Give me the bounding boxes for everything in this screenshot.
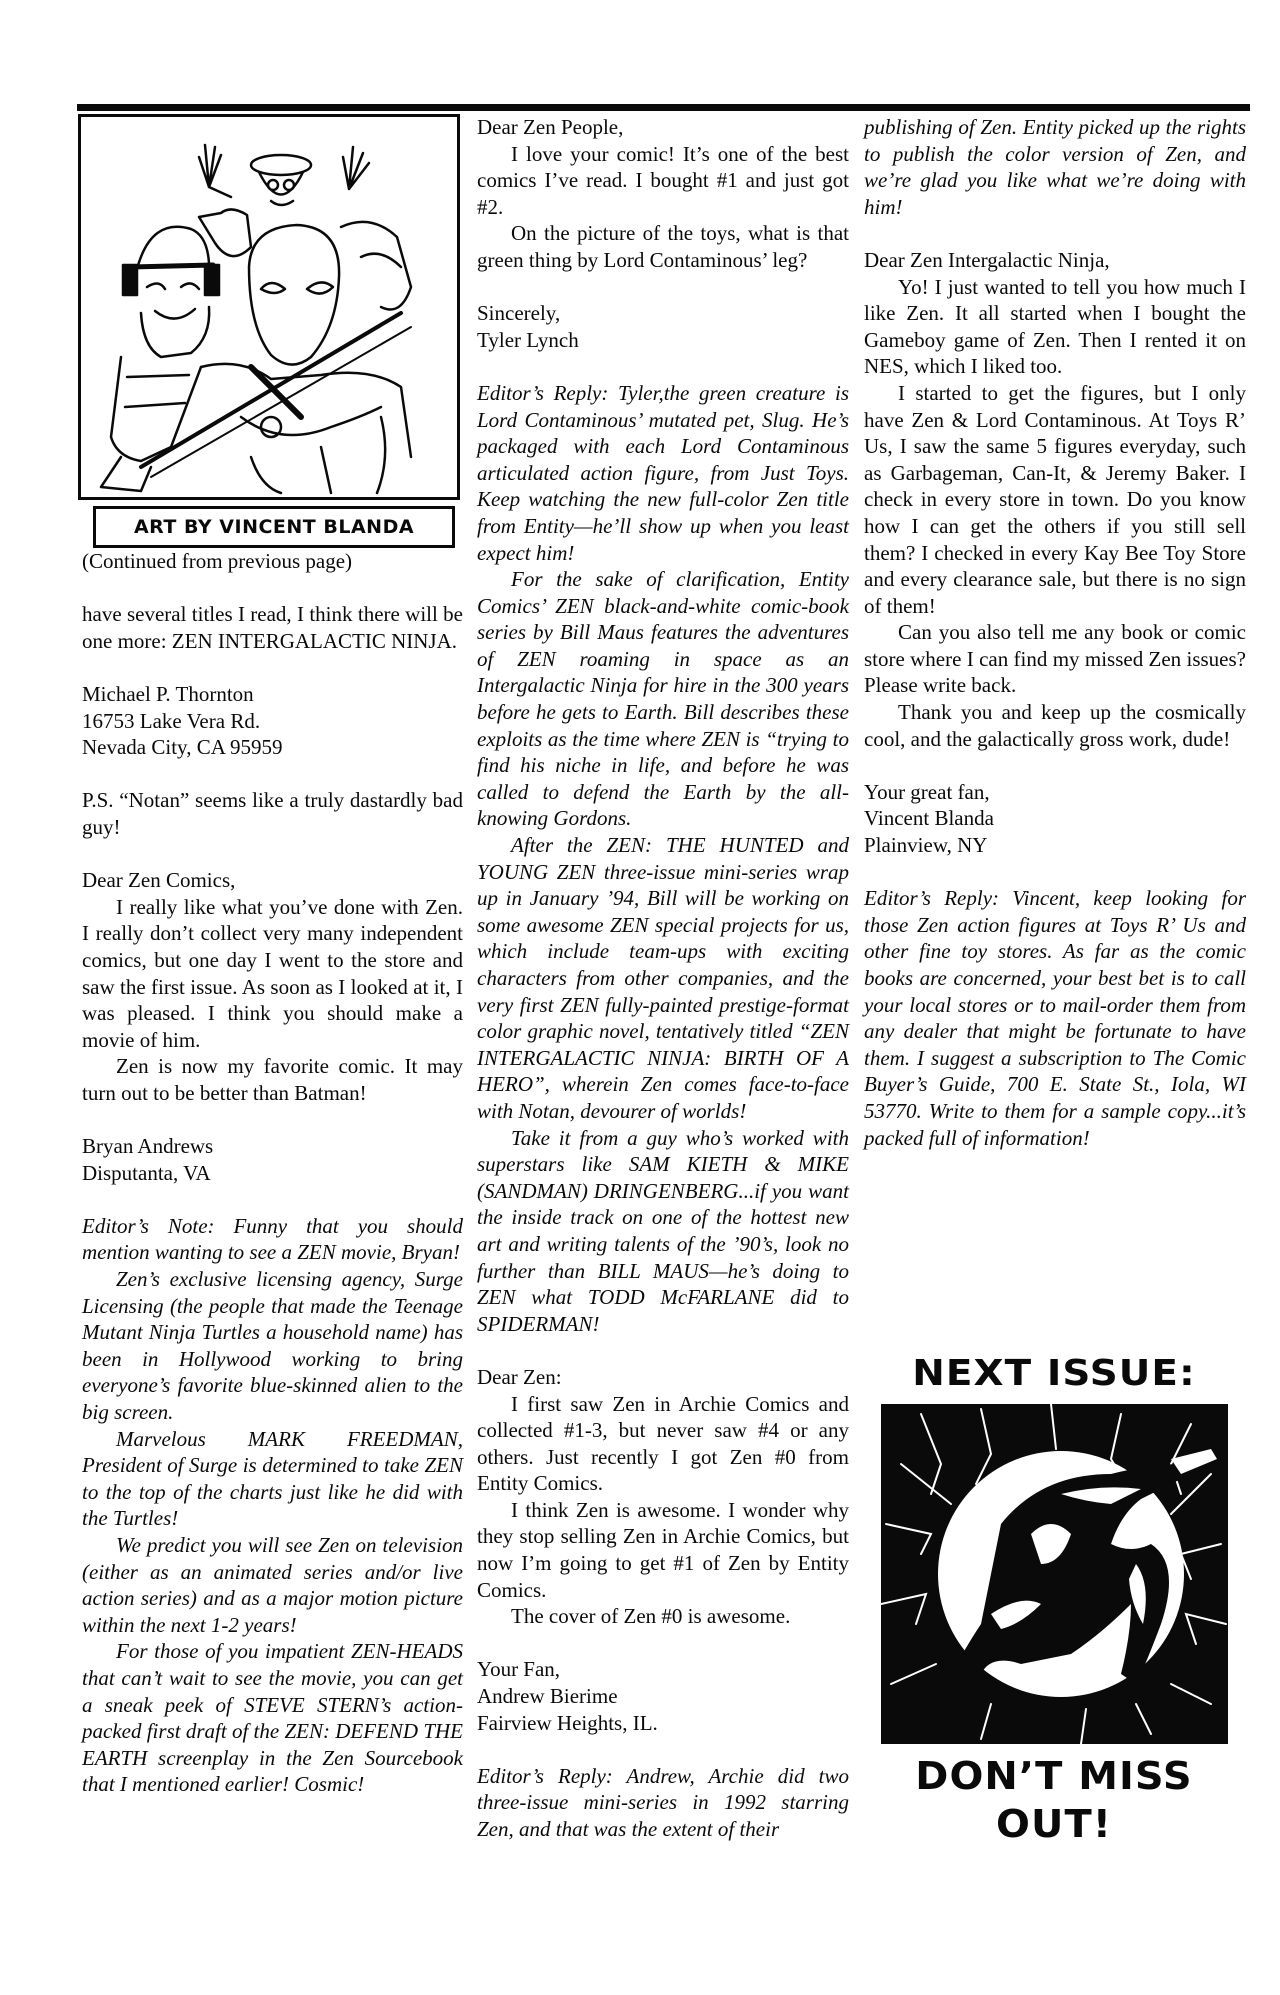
continued-note: (Continued from previous page)	[82, 549, 353, 573]
signature-closing: Your Fan,	[477, 1657, 561, 1682]
left-column	[82, 114, 463, 1798]
zen-figures-sketch-icon	[81, 117, 457, 497]
letter-salutation: Dear Zen People,	[477, 115, 624, 139]
zen-leaping-burst-icon	[881, 1404, 1228, 1744]
letter-paragraph: I started to get the figures, but I only have Zen & Lord Contaminous. At Toys R’ Us, I saw the same 5 figures everyday, such as Garbageman, Can-It, & Jeremy Baker. I check in every store in town. Do you know how I can get the others if you still sell them? I checked in every Kay Bee Toy Store and every clearance sale, but there is no sign of them!	[864, 380, 1246, 618]
postscript: P.S. “Notan” seems like a truly dastardly bad guy!	[82, 788, 463, 839]
editor-reply-paragraph: For the sake of clarification, Entity Comics’ ZEN black-and-white comic-book series by Bill Maus features the adventures of ZEN roaming in space as an Intergalactic Ninja for hire in the 300 years before he gets to Earth. Bill describes these exploits as the time where ZEN is “trying to find his niche in life, and before he was called to defend the Earth by the all-knowing Gordons.	[477, 567, 849, 831]
letter-paragraph: On the picture of the toys, what is that green thing by Lord Contaminous’ leg?	[477, 221, 849, 272]
next-issue-promo	[868, 1352, 1240, 1848]
dont-miss-out-tagline: DON’T MISS OUT!	[915, 1754, 1193, 1846]
signature-address: 16753 Lake Vera Rd.	[82, 708, 261, 733]
editor-reply-paragraph: Editor’s Reply: Vincent, keep looking for those Zen action figures at Toys R’ Us and other fine toy stores. As far as the comic books are concerned, your best bet is to call your local stores or to mail-order them from any dealer that might be fortunate to have them. I suggest a subscription to The Comic Buyer’s Guide, 700 E. State St., Iola, WI 53770. Write to them for a sample copy...it’s packed full of information!	[864, 886, 1246, 1150]
letter-paragraph: I first saw Zen in Archie Comics and collected #1-3, but never saw #4 or any others. Just recently I got Zen #0 from Entity Comics.	[477, 1391, 849, 1496]
next-issue-heading: NEXT ISSUE:	[912, 1353, 1196, 1394]
editor-note-paragraph: Zen’s exclusive licensing agency, Surge Licensing (the people that made the Teenage Mutant Ninja Turtles a household name) has been in Hollywood working to bring everyone’s favorite blue-skinned alien to the big screen.	[82, 1267, 463, 1424]
signature-name: Vincent Blanda	[864, 806, 994, 831]
editor-reply-paragraph: publishing of Zen. Entity picked up the rights to publish the color version of Zen, and we’re glad you like what we’re doing with him!	[864, 115, 1246, 219]
editor-note-paragraph: Editor’s Note: Funny that you should mention wanting to see a ZEN movie, Bryan!	[82, 1213, 463, 1265]
top-rule	[77, 104, 1250, 111]
editor-note-paragraph: For those of you impatient ZEN-HEADS that can’t wait to see the movie, you can get a sneak peek of STEVE STERN’s action-packed first draft of the ZEN: DEFEND THE EARTH screenplay in the Zen Sourcebook that I mentioned earlier! Cosmic!	[82, 1639, 463, 1797]
signature-name: Bryan Andrews	[82, 1134, 214, 1159]
signature-closing: Sincerely,	[477, 301, 561, 326]
letter-body: have several titles I read, I think there will be one more: ZEN INTERGALACTIC NINJA.	[82, 602, 463, 653]
signature-city: Plainview, NY	[864, 833, 988, 858]
art-credit-label: ART BY VINCENT BLANDA	[93, 506, 455, 548]
letter-paragraph: Thank you and keep up the cosmically cool, and the galactically gross work, dude!	[864, 700, 1246, 751]
signature-closing: Your great fan,	[864, 779, 990, 804]
editor-reply-paragraph: Editor’s Reply: Andrew, Archie did two three-issue mini-series in 1992 starring Zen, and that was the extent of their	[477, 1763, 849, 1841]
editor-note-paragraph: We predict you will see Zen on television (either as an animated series and/or live action series) and as a major motion picture within the next 1-2 years!	[82, 1532, 463, 1637]
letter-paragraph: The cover of Zen #0 is awesome.	[511, 1604, 791, 1629]
fan-art-illustration	[78, 114, 460, 500]
signature-city: Disputanta, VA	[82, 1160, 211, 1185]
signature-name: Andrew Bierime	[477, 1684, 618, 1709]
editor-reply-paragraph: Editor’s Reply: Tyler,the green creature is Lord Contaminous’ mutated pet, Slug. He’s packaged with each Lord Contaminous articulated action figure, from Just Toys. Keep watching the new full-color Zen title from Entity—he’ll show up when you least expect him!	[477, 380, 849, 565]
letter-salutation: Dear Zen Comics,	[82, 868, 236, 893]
right-column	[864, 114, 1246, 1151]
letter-salutation: Dear Zen Intergalactic Ninja,	[864, 247, 1110, 272]
editor-note-paragraph: Marvelous MARK FREEDMAN, President of Surge is determined to take ZEN to the top of the charts just like he did with the Turtles!	[82, 1426, 463, 1531]
signature-city: Fairview Heights, IL.	[477, 1710, 658, 1735]
letter-paragraph: Can you also tell me any book or comic store where I can find my missed Zen issues? Please write back.	[864, 620, 1246, 698]
letter-paragraph: I really like what you’ve done with Zen. I really don’t collect very many independent comics, but one day I went to the store and saw the first issue. As soon as I looked at it, I was pleased. I think you should make a movie of him.	[82, 894, 463, 1052]
letter-salutation: Dear Zen:	[477, 1364, 562, 1389]
middle-column	[477, 114, 849, 1843]
signature-name: Michael P. Thornton	[82, 681, 254, 706]
letter-paragraph: Zen is now my favorite comic. It may turn out to be better than Batman!	[82, 1054, 463, 1105]
signature-name: Tyler Lynch	[477, 327, 579, 352]
next-issue-cover-art	[881, 1404, 1228, 1744]
letter-paragraph: I love your comic! It’s one of the best comics I’ve read. I bought #1 and just got #2.	[477, 141, 849, 219]
signature-city: Nevada City, CA 95959	[82, 735, 283, 760]
editor-reply-paragraph: Take it from a guy who’s worked with superstars like SAM KIETH & MIKE (SANDMAN) DRINGENBERG...if you want the inside track on one of the hottest new art and writing talents of the ’90’s, look no further than BILL MAUS—he’s doing to ZEN what TODD McFARLANE did to SPIDERMAN!	[477, 1125, 849, 1336]
letter-paragraph: I think Zen is awesome. I wonder why they stop selling Zen in Archie Comics, but now I’m going to get #1 of Zen by Entity Comics.	[477, 1497, 849, 1602]
letter-paragraph: Yo! I just wanted to tell you how much I like Zen. It all started when I bought the Gameboy game of Zen. Then I rented it on NES, which I liked too.	[864, 274, 1246, 379]
editor-reply-paragraph: After the ZEN: THE HUNTED and YOUNG ZEN three-issue mini-series wrap up in January ’94, Bill will be working on some awesome ZEN special projects for us, which include team-ups with exciting characters from other companies, and the very first ZEN fully-painted prestige-format color graphic novel, tentatively titled “ZEN INTERGALACTIC NINJA: BIRTH OF A HERO”, wherein Zen comes face-to-face with Notan, devourer of worlds!	[477, 833, 849, 1123]
